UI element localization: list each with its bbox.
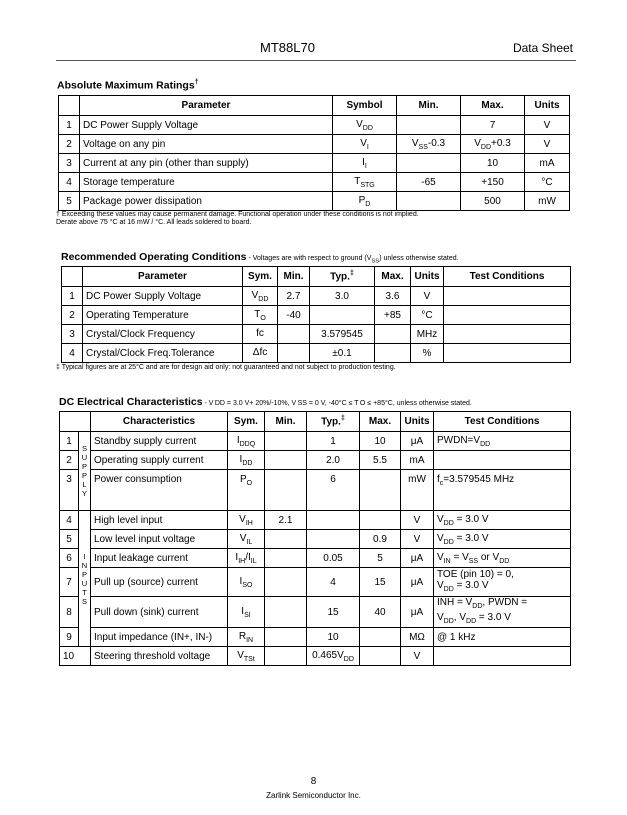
param-cell: Storage temperature [80, 173, 333, 192]
max-cell [375, 344, 411, 363]
units-cell: V [525, 135, 570, 154]
symbol-cell: $R_{IN}$ [228, 628, 265, 647]
col-header: Units [401, 412, 434, 432]
row-number: 8 [60, 597, 79, 628]
col-header: Typ.‡ [307, 412, 360, 432]
cond-cell: @ 1 kHz [434, 628, 571, 647]
symbol-cell: $I_I$ [333, 154, 397, 173]
max-cell [360, 647, 401, 666]
units-cell: μA [401, 432, 434, 451]
param-cell: Crystal/Clock Freq.Tolerance [83, 344, 243, 363]
cond-cell [444, 287, 571, 306]
rec-op-table [61, 266, 571, 363]
row-number: 9 [60, 628, 79, 647]
cond-cell: $PWDN=V_{DD}$ [434, 432, 571, 451]
min-cell [265, 451, 307, 470]
units-cell: V [401, 647, 434, 666]
symbol-cell: $I_{DD}$ [228, 451, 265, 470]
table-header-row [59, 96, 570, 116]
char-cell: Low level input voltage [91, 530, 228, 549]
cond-cell [444, 306, 571, 325]
cond-cell [444, 344, 571, 363]
cond-cell: TOE (pin 10) = 0, $V_{DD} = 3.0$ V [434, 568, 571, 597]
cond-cell [444, 325, 571, 344]
symbol-cell: $T_O$ [243, 306, 278, 325]
max-cell: 3.6 [375, 287, 411, 306]
typ-cell [307, 511, 360, 530]
symbol-cell: $I_{SI}$ [228, 597, 265, 628]
min-cell [265, 568, 307, 597]
table-row [60, 470, 571, 511]
typ-cell [310, 306, 375, 325]
col-header: Symbol [333, 96, 397, 116]
min-cell [278, 325, 310, 344]
max-cell [360, 511, 401, 530]
min-cell [397, 116, 461, 135]
cond-cell [434, 451, 571, 470]
char-cell: Pull up (source) current [91, 568, 228, 597]
table-row [60, 549, 571, 568]
units-cell: V [401, 530, 434, 549]
units-cell: μA [401, 568, 434, 597]
max-cell: +85 [375, 306, 411, 325]
table-row [59, 154, 570, 173]
units-cell: °C [411, 306, 444, 325]
table-row [59, 192, 570, 211]
param-cell: Voltage on any pin [80, 135, 333, 154]
abs-max-title-text: Absolute Maximum Ratings [57, 79, 195, 92]
row-number: 1 [59, 116, 80, 135]
units-cell: % [411, 344, 444, 363]
col-header: Max. [375, 267, 411, 287]
symbol-cell: $I_{SO}$ [228, 568, 265, 597]
units-cell: mW [401, 470, 434, 511]
col-header: Sym. [228, 412, 265, 432]
typ-cell: 2.0 [307, 451, 360, 470]
char-cell: Input impedance (IN+, IN-) [91, 628, 228, 647]
abs-max-footnote-2: Derate above 75 °C at 16 mW / °C. All leads soldered to board. [56, 219, 252, 226]
supply-group-label: S U P P L Y [79, 432, 91, 511]
symbol-cell: $V_{DD}$ [243, 287, 278, 306]
min-cell: 2.1 [265, 511, 307, 530]
units-cell: MHz [411, 325, 444, 344]
table-row [62, 344, 571, 363]
param-cell: Current at any pin (other than supply) [80, 154, 333, 173]
col-header: Parameter [80, 96, 333, 116]
dc-char-title-text: DC Electrical Characteristics [59, 396, 203, 408]
param-cell: Operating Temperature [83, 306, 243, 325]
col-header: Parameter [83, 267, 243, 287]
typ-cell: 3.579545 [310, 325, 375, 344]
units-cell: mW [525, 192, 570, 211]
max-cell: 40 [360, 597, 401, 628]
min-cell [265, 470, 307, 511]
col-header: Units [411, 267, 444, 287]
typ-cell: 3.0 [310, 287, 375, 306]
table-row [59, 135, 570, 154]
param-cell: DC Power Supply Voltage [80, 116, 333, 135]
min-cell [397, 192, 461, 211]
row-number: 3 [62, 325, 83, 344]
min-cell [397, 154, 461, 173]
param-cell: Package power dissipation [80, 192, 333, 211]
typ-cell: $0.465V_{DD}$ [307, 647, 360, 666]
row-number: 6 [60, 549, 79, 568]
col-header: Test Conditions [444, 267, 571, 287]
document-title: MT88L70 [260, 40, 315, 55]
max-cell: 10 [461, 154, 525, 173]
units-cell: V [401, 511, 434, 530]
table-row [62, 306, 571, 325]
typ-cell: 10 [307, 628, 360, 647]
symbol-cell: $T_{STG}$ [333, 173, 397, 192]
table-row [59, 173, 570, 192]
table-row [60, 647, 571, 666]
symbol-cell: $P_D$ [333, 192, 397, 211]
max-cell: 7 [461, 116, 525, 135]
max-cell: 5 [360, 549, 401, 568]
document-type: Data Sheet [512, 41, 573, 55]
table-row [60, 511, 571, 530]
max-cell: $V_{DD}+0.3$ [461, 135, 525, 154]
table-row [60, 628, 571, 647]
char-cell: Standby supply current [91, 432, 228, 451]
row-number: 5 [60, 530, 79, 549]
min-cell: -65 [397, 173, 461, 192]
typ-cell: 0.05 [307, 549, 360, 568]
min-cell [265, 530, 307, 549]
cond-cell: INH = $V_{DD}$, PWDN = $V_{DD}$, $V_{DD} = 3.0$ V [434, 597, 571, 628]
col-header: Sym. [243, 267, 278, 287]
col-header: Max. [461, 96, 525, 116]
symbol-cell: $I_{DDQ}$ [228, 432, 265, 451]
typ-cell: 4 [307, 568, 360, 597]
col-header: Min. [397, 96, 461, 116]
max-cell: 500 [461, 192, 525, 211]
row-number: 2 [59, 135, 80, 154]
typ-cell: ±0.1 [310, 344, 375, 363]
max-cell: 0.9 [360, 530, 401, 549]
table-row [60, 432, 571, 451]
col-header: Max. [360, 412, 401, 432]
min-cell [265, 628, 307, 647]
units-cell: mA [401, 451, 434, 470]
symbol-cell: Δfc [243, 344, 278, 363]
row-number: 5 [59, 192, 80, 211]
symbol-cell: fc [243, 325, 278, 344]
table-row [60, 568, 571, 597]
char-cell: Steering threshold voltage [91, 647, 228, 666]
cond-cell: $V_{IN} = V_{SS}$ or $V_{DD}$ [434, 549, 571, 568]
table-row [62, 325, 571, 344]
row-number: 7 [60, 568, 79, 597]
symbol-cell: $V_I$ [333, 135, 397, 154]
table-row [62, 287, 571, 306]
table-row [60, 451, 571, 470]
units-cell: V [411, 287, 444, 306]
char-cell: High level input [91, 511, 228, 530]
row-number: 3 [60, 470, 79, 511]
units-cell: °C [525, 173, 570, 192]
row-number: 10 [60, 647, 91, 666]
table-header-row [60, 412, 571, 432]
cond-cell: $f_c=3.579545$ MHz [434, 470, 571, 511]
row-number: 1 [60, 432, 79, 451]
col-header: Units [525, 96, 570, 116]
row-number: 2 [60, 451, 79, 470]
rec-op-note: - Voltages are with respect to ground $(V_{SS})$ unless otherwise stated. [246, 255, 459, 265]
typ-cell: 15 [307, 597, 360, 628]
header-rule [56, 60, 576, 61]
max-cell: +150 [461, 173, 525, 192]
rec-op-footnote: ‡ Typical figures are at 25°C and are for design aid only: not guaranteed and not subject to production testing. [56, 364, 396, 371]
dc-char-note: - V DD = 3.0 V+ 20%/-10%, V SS = 0 V, -40°C ≤ T O ≤ +85°C, unless otherwise stated. [202, 400, 472, 407]
char-cell: Power consumption [91, 470, 228, 511]
units-cell: μA [401, 597, 434, 628]
typ-cell: 6 [307, 470, 360, 511]
max-cell: 10 [360, 432, 401, 451]
char-cell: Pull down (sink) current [91, 597, 228, 628]
min-cell [265, 432, 307, 451]
dc-char-table [59, 411, 571, 666]
table-row [60, 597, 571, 628]
typ-cell [307, 530, 360, 549]
abs-max-footnote-1: † Exceeding these values may cause permanent damage. Functional operation under these conditions is not implied. [56, 211, 419, 218]
table-row [60, 530, 571, 549]
units-cell: μA [401, 549, 434, 568]
col-header: Min. [278, 267, 310, 287]
row-number: 3 [59, 154, 80, 173]
cond-cell [434, 647, 571, 666]
symbol-cell: $V_{DD}$ [333, 116, 397, 135]
min-cell [265, 597, 307, 628]
typ-cell: 1 [307, 432, 360, 451]
min-cell [265, 647, 307, 666]
symbol-cell: $V_{IH}$ [228, 511, 265, 530]
row-number: 4 [60, 511, 79, 530]
rec-op-title [61, 251, 459, 264]
company-name: Zarlink Semiconductor Inc. [266, 791, 361, 800]
units-cell: MΩ [401, 628, 434, 647]
row-number: 2 [62, 306, 83, 325]
symbol-cell: $I_{IH}/I_{IL}$ [228, 549, 265, 568]
col-header: Test Conditions [434, 412, 571, 432]
abs-max-title [57, 79, 199, 92]
min-cell: -40 [278, 306, 310, 325]
max-cell [360, 628, 401, 647]
row-number: 4 [59, 173, 80, 192]
cond-cell: $V_{DD} = 3.0$ V [434, 511, 571, 530]
min-cell [265, 549, 307, 568]
units-cell: mA [525, 154, 570, 173]
table-row [59, 116, 570, 135]
row-number: 4 [62, 344, 83, 363]
symbol-cell: $V_{IL}$ [228, 530, 265, 549]
cond-cell: $V_{DD} = 3.0$ V [434, 530, 571, 549]
col-header: Characteristics [91, 412, 228, 432]
max-cell [360, 470, 401, 511]
page-number: 8 [310, 776, 317, 787]
char-cell: Operating supply current [91, 451, 228, 470]
inputs-group-label: I N P U T S [79, 511, 91, 647]
row-number: 1 [62, 287, 83, 306]
table-header-row [62, 267, 571, 287]
min-cell [278, 344, 310, 363]
rec-op-title-text: Recommended Operating Conditions [61, 251, 247, 263]
max-cell [375, 325, 411, 344]
param-cell: DC Power Supply Voltage [83, 287, 243, 306]
min-cell: $V_{SS}-0.3$ [397, 135, 461, 154]
symbol-cell: $P_O$ [228, 470, 265, 511]
abs-max-table [58, 95, 570, 211]
symbol-cell: $V_{TSt}$ [228, 647, 265, 666]
units-cell: V [525, 116, 570, 135]
char-cell: Input leakage current [91, 549, 228, 568]
col-header: Typ.‡ [310, 267, 375, 287]
max-cell: 15 [360, 568, 401, 597]
min-cell: 2.7 [278, 287, 310, 306]
max-cell: 5.5 [360, 451, 401, 470]
param-cell: Crystal/Clock Frequency [83, 325, 243, 344]
col-header: Min. [265, 412, 307, 432]
abs-max-title-mark: † [194, 79, 199, 86]
dc-char-title [59, 396, 472, 408]
